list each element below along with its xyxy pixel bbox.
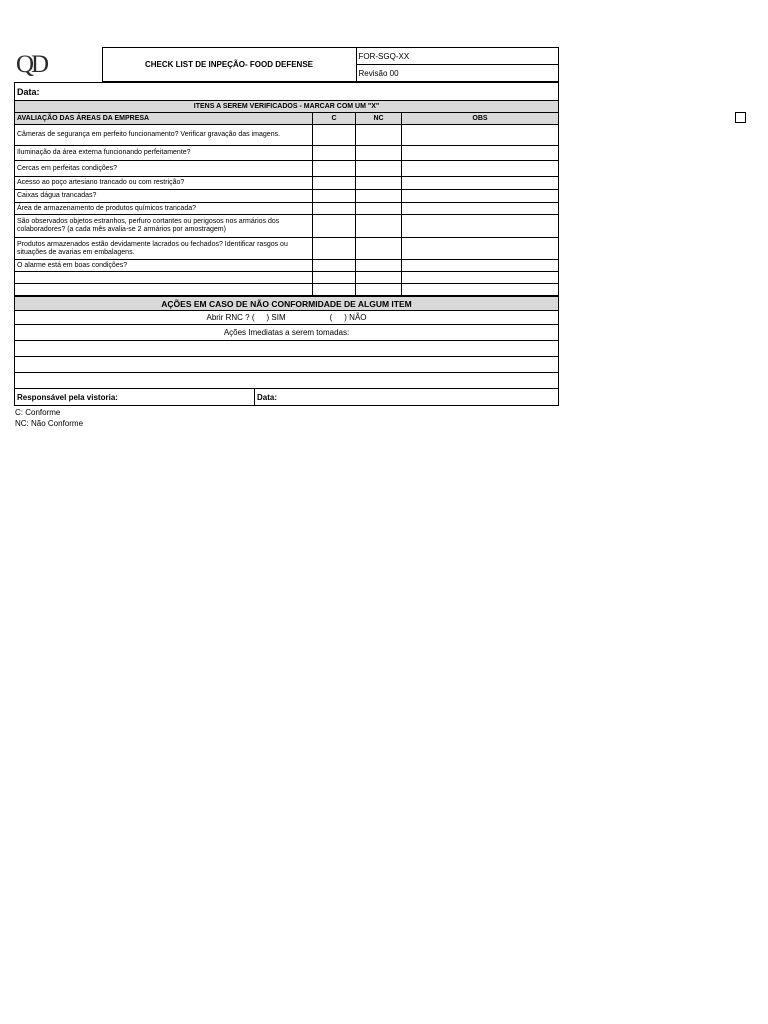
item-obs-cell[interactable] xyxy=(402,284,559,296)
item-obs-cell[interactable] xyxy=(402,125,559,146)
item-obs-cell[interactable] xyxy=(402,177,559,190)
item-label: São observados objetos estranhos, perfuro cortantes ou perigosos nos armários dos colaboradores? (a cada mês avalia-se 2 armários por amostragem) xyxy=(15,215,313,238)
immediate-action-line[interactable] xyxy=(15,357,559,373)
item-c-cell[interactable] xyxy=(313,161,356,177)
item-label-blank[interactable] xyxy=(15,284,313,296)
table-row xyxy=(15,260,559,272)
table-row-blank xyxy=(15,272,559,284)
legend-conforme: C: Conforme xyxy=(15,408,61,417)
column-header-obs: OBS xyxy=(402,113,559,125)
item-c-cell[interactable] xyxy=(313,125,356,146)
item-nc-cell[interactable] xyxy=(356,272,402,284)
rnc-sim-option[interactable]: ) SIM xyxy=(266,313,286,322)
actions-title: AÇÕES EM CASO DE NÃO CONFORMIDADE DE ALGUM ITEM xyxy=(15,297,559,311)
item-c-cell[interactable] xyxy=(313,203,356,215)
item-obs-cell[interactable] xyxy=(402,203,559,215)
section-title: ITENS A SEREM VERIFICADOS - MARCAR COM UM "X" xyxy=(15,101,559,113)
legend xyxy=(14,407,558,429)
table-row xyxy=(15,146,559,161)
item-c-cell[interactable] xyxy=(313,238,356,260)
rnc-choice[interactable] xyxy=(15,311,559,325)
legend-nao-conforme: NC: Não Conforme xyxy=(15,419,84,428)
item-label: O alarme está em boas condições? xyxy=(15,260,313,272)
item-c-cell[interactable] xyxy=(313,190,356,203)
item-obs-cell[interactable] xyxy=(402,272,559,284)
item-label: Caixas dágua trancadas? xyxy=(15,190,313,203)
item-nc-cell[interactable] xyxy=(356,146,402,161)
responsible-label: Responsável pela vistoria: xyxy=(17,392,118,402)
rnc-label: Abrir RNC ? ( xyxy=(206,313,255,322)
item-obs-cell[interactable] xyxy=(402,238,559,260)
footer-date-label: Data: xyxy=(257,392,278,402)
item-nc-cell[interactable] xyxy=(356,125,402,146)
item-c-cell[interactable] xyxy=(313,215,356,238)
logo-cell xyxy=(14,48,102,82)
item-obs-cell[interactable] xyxy=(402,190,559,203)
rnc-paren: ( xyxy=(329,313,333,322)
actions-table xyxy=(14,296,559,406)
item-c-cell[interactable] xyxy=(313,284,356,296)
checklist-sheet xyxy=(14,47,558,429)
checkbox-icon[interactable] xyxy=(735,112,746,123)
item-nc-cell[interactable] xyxy=(356,177,402,190)
item-nc-cell[interactable] xyxy=(356,260,402,272)
table-row-blank xyxy=(15,284,559,296)
item-label: Iluminação da área externa funcionando perfeitamente? xyxy=(15,146,313,161)
date-field[interactable] xyxy=(15,83,559,101)
immediate-actions-label: Ações Imediatas a serem tomadas: xyxy=(15,325,559,341)
table-row xyxy=(15,177,559,190)
item-nc-cell[interactable] xyxy=(356,238,402,260)
item-label: Produtos armazenados estão devidamente lacrados ou fechados? Identificar rasgos ou situações de avarias em embalagens. xyxy=(15,238,313,260)
responsible-field[interactable] xyxy=(15,389,255,406)
item-c-cell[interactable] xyxy=(313,146,356,161)
item-label: Acesso ao poço artesiano trancado ou com restrição? xyxy=(15,177,313,190)
column-header-c: C xyxy=(313,113,356,125)
immediate-action-line[interactable] xyxy=(15,341,559,357)
company-logo: QD xyxy=(16,50,47,78)
item-nc-cell[interactable] xyxy=(356,284,402,296)
immediate-action-line[interactable] xyxy=(15,373,559,389)
form-code: FOR-SGQ-XX xyxy=(356,48,558,65)
item-c-cell[interactable] xyxy=(313,272,356,284)
form-title: CHECK LIST DE INPEÇÃO- FOOD DEFENSE xyxy=(102,48,356,82)
table-row xyxy=(15,203,559,215)
item-obs-cell[interactable] xyxy=(402,161,559,177)
item-nc-cell[interactable] xyxy=(356,203,402,215)
item-nc-cell[interactable] xyxy=(356,161,402,177)
item-c-cell[interactable] xyxy=(313,177,356,190)
item-obs-cell[interactable] xyxy=(402,260,559,272)
item-label: Área de armazenamento de produtos químicos trancada? xyxy=(15,203,313,215)
item-label: Cercas em perfeitas condições? xyxy=(15,161,313,177)
table-row xyxy=(15,161,559,177)
table-row xyxy=(15,238,559,260)
table-row xyxy=(15,190,559,203)
item-nc-cell[interactable] xyxy=(356,190,402,203)
item-obs-cell[interactable] xyxy=(402,146,559,161)
rnc-nao-option[interactable]: ) NÃO xyxy=(344,313,367,322)
table-row xyxy=(15,125,559,146)
item-nc-cell[interactable] xyxy=(356,215,402,238)
item-obs-cell[interactable] xyxy=(402,215,559,238)
column-header-nc: NC xyxy=(356,113,402,125)
form-revision: Revisão 00 xyxy=(356,65,558,82)
header-table xyxy=(14,47,559,82)
main-table xyxy=(14,82,559,296)
date-label: Data: xyxy=(17,86,40,97)
table-row xyxy=(15,215,559,238)
item-label-blank[interactable] xyxy=(15,272,313,284)
item-c-cell[interactable] xyxy=(313,260,356,272)
footer-date-field[interactable] xyxy=(255,389,559,406)
column-header-evaluation: AVALIAÇÃO DAS ÁREAS DA EMPRESA xyxy=(15,113,313,125)
item-label: Câmeras de segurança em perfeito funcionamento? Verificar gravação das imagens. xyxy=(15,125,313,146)
